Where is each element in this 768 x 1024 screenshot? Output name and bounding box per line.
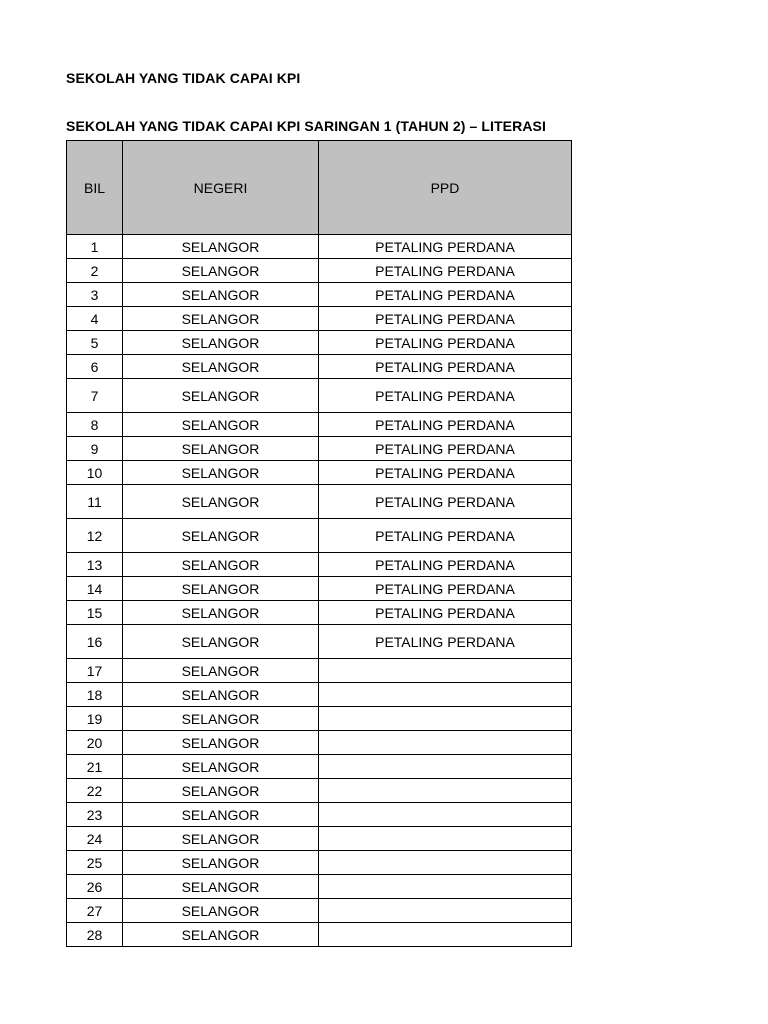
cell-negeri: SELANGOR [123, 259, 319, 283]
cell-negeri: SELANGOR [123, 803, 319, 827]
table-row [67, 731, 572, 755]
table-row [67, 899, 572, 923]
cell-negeri: SELANGOR [123, 461, 319, 485]
kpi-table [66, 140, 572, 947]
cell-bil: 15 [67, 601, 123, 625]
cell-negeri: SELANGOR [123, 659, 319, 683]
cell-ppd: PETALING PERDANA [319, 379, 572, 413]
cell-ppd [319, 707, 572, 731]
cell-negeri: SELANGOR [123, 851, 319, 875]
table-row [67, 683, 572, 707]
cell-negeri: SELANGOR [123, 731, 319, 755]
cell-bil: 19 [67, 707, 123, 731]
cell-ppd: PETALING PERDANA [319, 413, 572, 437]
cell-ppd [319, 779, 572, 803]
table-row [67, 625, 572, 659]
cell-negeri: SELANGOR [123, 923, 319, 947]
cell-bil: 23 [67, 803, 123, 827]
cell-bil: 7 [67, 379, 123, 413]
column-header-negeri: NEGERI [123, 141, 319, 235]
cell-bil: 14 [67, 577, 123, 601]
cell-ppd: PETALING PERDANA [319, 601, 572, 625]
cell-ppd [319, 803, 572, 827]
table-row [67, 875, 572, 899]
cell-ppd: PETALING PERDANA [319, 437, 572, 461]
cell-ppd [319, 659, 572, 683]
table-row [67, 259, 572, 283]
table-row [67, 461, 572, 485]
table-body [67, 235, 572, 947]
cell-negeri: SELANGOR [123, 577, 319, 601]
cell-bil: 10 [67, 461, 123, 485]
cell-negeri: SELANGOR [123, 413, 319, 437]
table-header-row [67, 141, 572, 235]
cell-ppd: PETALING PERDANA [319, 519, 572, 553]
cell-bil: 5 [67, 331, 123, 355]
cell-negeri: SELANGOR [123, 331, 319, 355]
cell-negeri: SELANGOR [123, 625, 319, 659]
cell-negeri: SELANGOR [123, 875, 319, 899]
page-title: SEKOLAH YANG TIDAK CAPAI KPI [66, 70, 301, 86]
cell-negeri: SELANGOR [123, 755, 319, 779]
cell-ppd [319, 683, 572, 707]
cell-bil: 18 [67, 683, 123, 707]
cell-bil: 20 [67, 731, 123, 755]
cell-negeri: SELANGOR [123, 779, 319, 803]
column-header-bil: BIL [67, 141, 123, 235]
table-row [67, 755, 572, 779]
cell-bil: 11 [67, 485, 123, 519]
table-row [67, 485, 572, 519]
table-header [67, 141, 572, 235]
cell-ppd [319, 731, 572, 755]
cell-negeri: SELANGOR [123, 235, 319, 259]
cell-negeri: SELANGOR [123, 683, 319, 707]
table-row [67, 923, 572, 947]
cell-ppd: PETALING PERDANA [319, 577, 572, 601]
cell-negeri: SELANGOR [123, 899, 319, 923]
cell-bil: 28 [67, 923, 123, 947]
table-row [67, 851, 572, 875]
cell-bil: 25 [67, 851, 123, 875]
cell-bil: 9 [67, 437, 123, 461]
cell-bil: 4 [67, 307, 123, 331]
cell-negeri: SELANGOR [123, 827, 319, 851]
table-row [67, 413, 572, 437]
cell-ppd: PETALING PERDANA [319, 235, 572, 259]
cell-bil: 6 [67, 355, 123, 379]
table-row [67, 659, 572, 683]
cell-ppd: PETALING PERDANA [319, 485, 572, 519]
cell-bil: 1 [67, 235, 123, 259]
cell-bil: 8 [67, 413, 123, 437]
table-row [67, 577, 572, 601]
cell-negeri: SELANGOR [123, 379, 319, 413]
cell-bil: 26 [67, 875, 123, 899]
cell-bil: 21 [67, 755, 123, 779]
cell-ppd: PETALING PERDANA [319, 259, 572, 283]
table-row [67, 379, 572, 413]
cell-negeri: SELANGOR [123, 283, 319, 307]
table-row [67, 307, 572, 331]
table-row [67, 355, 572, 379]
table-row [67, 235, 572, 259]
table-row [67, 553, 572, 577]
cell-bil: 17 [67, 659, 123, 683]
table-row [67, 707, 572, 731]
cell-negeri: SELANGOR [123, 519, 319, 553]
cell-ppd: PETALING PERDANA [319, 307, 572, 331]
table-row [67, 601, 572, 625]
cell-bil: 3 [67, 283, 123, 307]
cell-ppd [319, 827, 572, 851]
cell-bil: 27 [67, 899, 123, 923]
table-title: SEKOLAH YANG TIDAK CAPAI KPI SARINGAN 1 (TAHUN 2) – LITERASI [66, 118, 546, 134]
cell-ppd: PETALING PERDANA [319, 355, 572, 379]
cell-ppd: PETALING PERDANA [319, 625, 572, 659]
cell-negeri: SELANGOR [123, 707, 319, 731]
table-row [67, 283, 572, 307]
cell-ppd [319, 851, 572, 875]
table-row [67, 803, 572, 827]
cell-ppd: PETALING PERDANA [319, 331, 572, 355]
table-row [67, 827, 572, 851]
table-row [67, 779, 572, 803]
cell-bil: 12 [67, 519, 123, 553]
column-header-ppd: PPD [319, 141, 572, 235]
cell-bil: 2 [67, 259, 123, 283]
cell-ppd [319, 875, 572, 899]
cell-negeri: SELANGOR [123, 437, 319, 461]
cell-bil: 22 [67, 779, 123, 803]
table-row [67, 331, 572, 355]
cell-negeri: SELANGOR [123, 307, 319, 331]
cell-ppd [319, 923, 572, 947]
cell-ppd: PETALING PERDANA [319, 461, 572, 485]
cell-ppd [319, 755, 572, 779]
table-row [67, 519, 572, 553]
table-row [67, 437, 572, 461]
cell-negeri: SELANGOR [123, 553, 319, 577]
cell-bil: 16 [67, 625, 123, 659]
cell-bil: 24 [67, 827, 123, 851]
cell-ppd: PETALING PERDANA [319, 283, 572, 307]
cell-negeri: SELANGOR [123, 485, 319, 519]
cell-ppd [319, 899, 572, 923]
cell-negeri: SELANGOR [123, 355, 319, 379]
cell-ppd: PETALING PERDANA [319, 553, 572, 577]
cell-negeri: SELANGOR [123, 601, 319, 625]
cell-bil: 13 [67, 553, 123, 577]
